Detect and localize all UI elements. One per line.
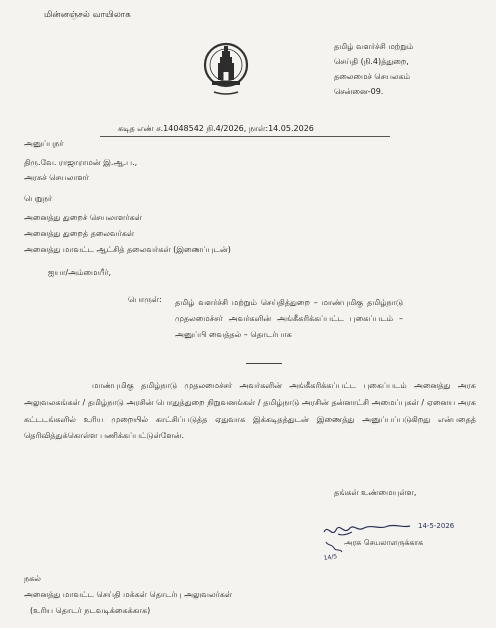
divider xyxy=(100,136,390,137)
from-label: அனுப்புநர் xyxy=(24,139,64,148)
recipient-line: அனைத்து துறைச் செயலாளர்கள் xyxy=(24,213,142,222)
department-line: தலைமைச் செயலகம் xyxy=(334,72,411,81)
closing: தங்கள் உண்மையுள்ள, xyxy=(334,488,417,497)
recipient-line: அனைத்து மாவட்ட ஆட்சித் தலைவர்கள் (இணைப்புடன்) xyxy=(24,245,231,254)
sender-designation: அரசுச் செயலாளர் xyxy=(24,173,89,182)
salutation: ஐயா/அம்மையீர், xyxy=(48,268,112,277)
recipient-line: அனைத்து துறைத் தலைவர்கள் xyxy=(24,229,135,238)
body-paragraph: மாண்புமிகு தமிழ்நாடு முதலமைச்சர் அவர்களின் அங்கீகரிக்கப்பட்ட புகைப்படம் அனைத்து அரசு அலுவலகங்கள் / தமிழ்நாடு அரசின் பொதுத்துறை நிறுவனங்கள் / தமிழ்நாடு அரசின் தன்னாட்சி அமைப்புகள் / ஏனைய அரசு கட்டடங்களில் உரிய முறையில் காட்சிப்படுத்த ஏதுவாக இக்கடிதத்துடன் இணைத்து அனுப்பப்படுகிறது என்பதைத் தெரிவித்துக்கொள்ள பணிக்கப்பட்டுள்ளேன். xyxy=(24,381,476,441)
department-line: தமிழ் வளர்ச்சி மற்றும் xyxy=(334,42,414,51)
reference-number: கடித எண் ச.14048542 நி.4/2026, நாள்:14.05.2026 xyxy=(118,124,314,133)
separator xyxy=(246,363,282,364)
department-line: செய்தி (நி.4)த்துறை, xyxy=(334,57,409,66)
sender-name: திரு.வே. ராஜாராமன் இ.ஆ.ப., xyxy=(24,158,138,167)
subject-text: தமிழ் வளர்ச்சி மற்றும் செய்தித்துறை – மாண்புமிகு தமிழ்நாடு முதலமைச்சர் அவர்களின் அங்கீகரிக்கப்பட்ட புகைப்படம் – அனுப்பி வைத்தல் – தொடர்பாக xyxy=(175,298,403,339)
tamil-nadu-emblem-icon xyxy=(202,30,250,100)
department-line: சென்னை-09. xyxy=(334,87,384,96)
copy-line: அனைத்து மாவட்ட செய்தி மக்கள் தொடர்பு அலுவலர்கள் xyxy=(24,590,233,599)
handwritten-date: 14-5-2026 xyxy=(418,522,455,530)
delivery-mode: மின்னஞ்சல் வாயிலாக xyxy=(44,10,131,20)
copy-line: (உரிய தொடர் நடவடிக்கைக்காக) xyxy=(30,606,151,615)
to-label: பெறுநர் xyxy=(24,194,53,203)
handwritten-initials: 14/5 xyxy=(323,553,338,562)
subject-label: பொருள்: xyxy=(128,295,162,304)
signature-line: அரசு செயலாளருக்காக xyxy=(344,538,424,547)
copy-label: நகல் xyxy=(24,574,41,583)
